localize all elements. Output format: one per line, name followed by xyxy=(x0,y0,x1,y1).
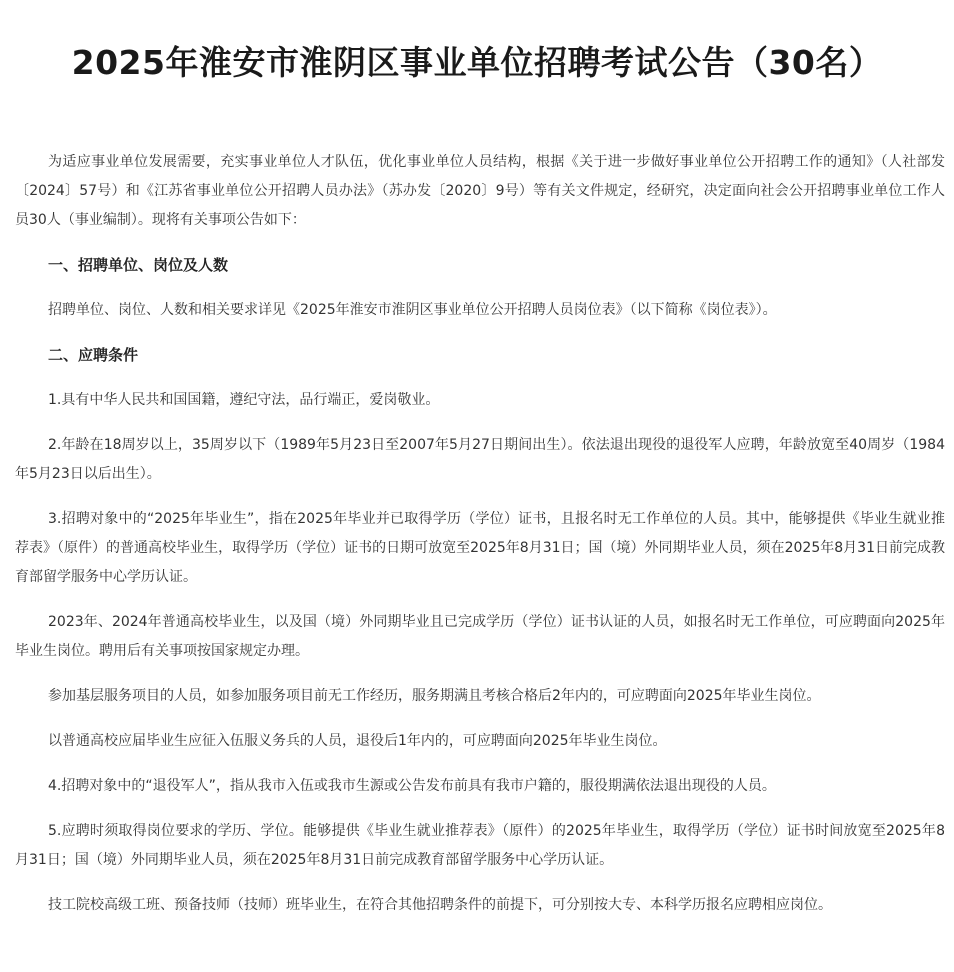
condition-item: 4.招聘对象中的“退役军人”，指从我市入伍或我市生源或公告发布前具有我市户籍的，服役期满依法退出现役的人员。 xyxy=(48,778,776,794)
section-heading-conditions: 二、应聘条件 xyxy=(48,346,139,364)
condition-item: 技工院校高级工班、预备技师（技师）班毕业生，在符合其他招聘条件的前提下，可分别按大专、本科学历报名应聘相应岗位。 xyxy=(48,897,832,913)
condition-item: 2.年龄在18周岁以上，35周岁以下（1989年5月23日至2007年5月27日期间出生）。依法退出现役的退役军人应聘，年龄放宽至40周岁（1984年5月23日以后出生）。 xyxy=(15,437,945,482)
article-body xyxy=(15,148,945,920)
positions-paragraph: 招聘单位、岗位、人数和相关要求详见《2025年淮安市淮阴区事业单位公开招聘人员岗位表》（以下简称《岗位表》）。 xyxy=(48,302,777,318)
condition-item: 参加基层服务项目的人员，如参加服务项目前无工作经历，服务期满且考核合格后2年内的，可应聘面向2025年毕业生岗位。 xyxy=(48,688,821,704)
condition-item: 3.招聘对象中的“2025年毕业生”，指在2025年毕业并已取得学历（学位）证书，且报名时无工作单位的人员。其中，能够提供《毕业生就业推荐表》（原件）的普通高校毕业生，取得学历（学位）证书的日期可放宽至2025年8月31日；国（境）外同期毕业人员，须在2025年8月31日前完成教育部留学服务中心学历认证。 xyxy=(15,511,945,585)
intro-paragraph: 为适应事业单位发展需要，充实事业单位人才队伍，优化事业单位人员结构，根据《关于进一步做好事业单位公开招聘工作的通知》（人社部发〔2024〕57号）和《江苏省事业单位公开招聘人员办法》（苏办发〔2020〕9号）等有关文件规定，经研究，决定面向社会公开招聘事业单位工作人员30人（事业编制）。现将有关事项公告如下： xyxy=(15,154,945,228)
condition-item: 以普通高校应届毕业生应征入伍服义务兵的人员，退役后1年内的，可应聘面向2025年毕业生岗位。 xyxy=(48,733,667,749)
section-heading-positions: 一、招聘单位、岗位及人数 xyxy=(48,256,229,274)
condition-item: 2023年、2024年普通高校毕业生，以及国（境）外同期毕业且已完成学历（学位）证书认证的人员，如报名时无工作单位，可应聘面向2025年毕业生岗位。聘用后有关事项按国家规定办理。 xyxy=(15,614,945,659)
page-title: 2025年淮安市淮阴区事业单位招聘考试公告（30名） xyxy=(71,43,883,83)
condition-item: 1.具有中华人民共和国国籍，遵纪守法，品行端正，爱岗敬业。 xyxy=(48,392,440,408)
condition-item: 5.应聘时须取得岗位要求的学历、学位。能够提供《毕业生就业推荐表》（原件）的2025年毕业生，取得学历（学位）证书时间放宽至2025年8月31日；国（境）外同期毕业人员，须在2025年8月31日前完成教育部留学服务中心学历认证。 xyxy=(15,823,945,868)
